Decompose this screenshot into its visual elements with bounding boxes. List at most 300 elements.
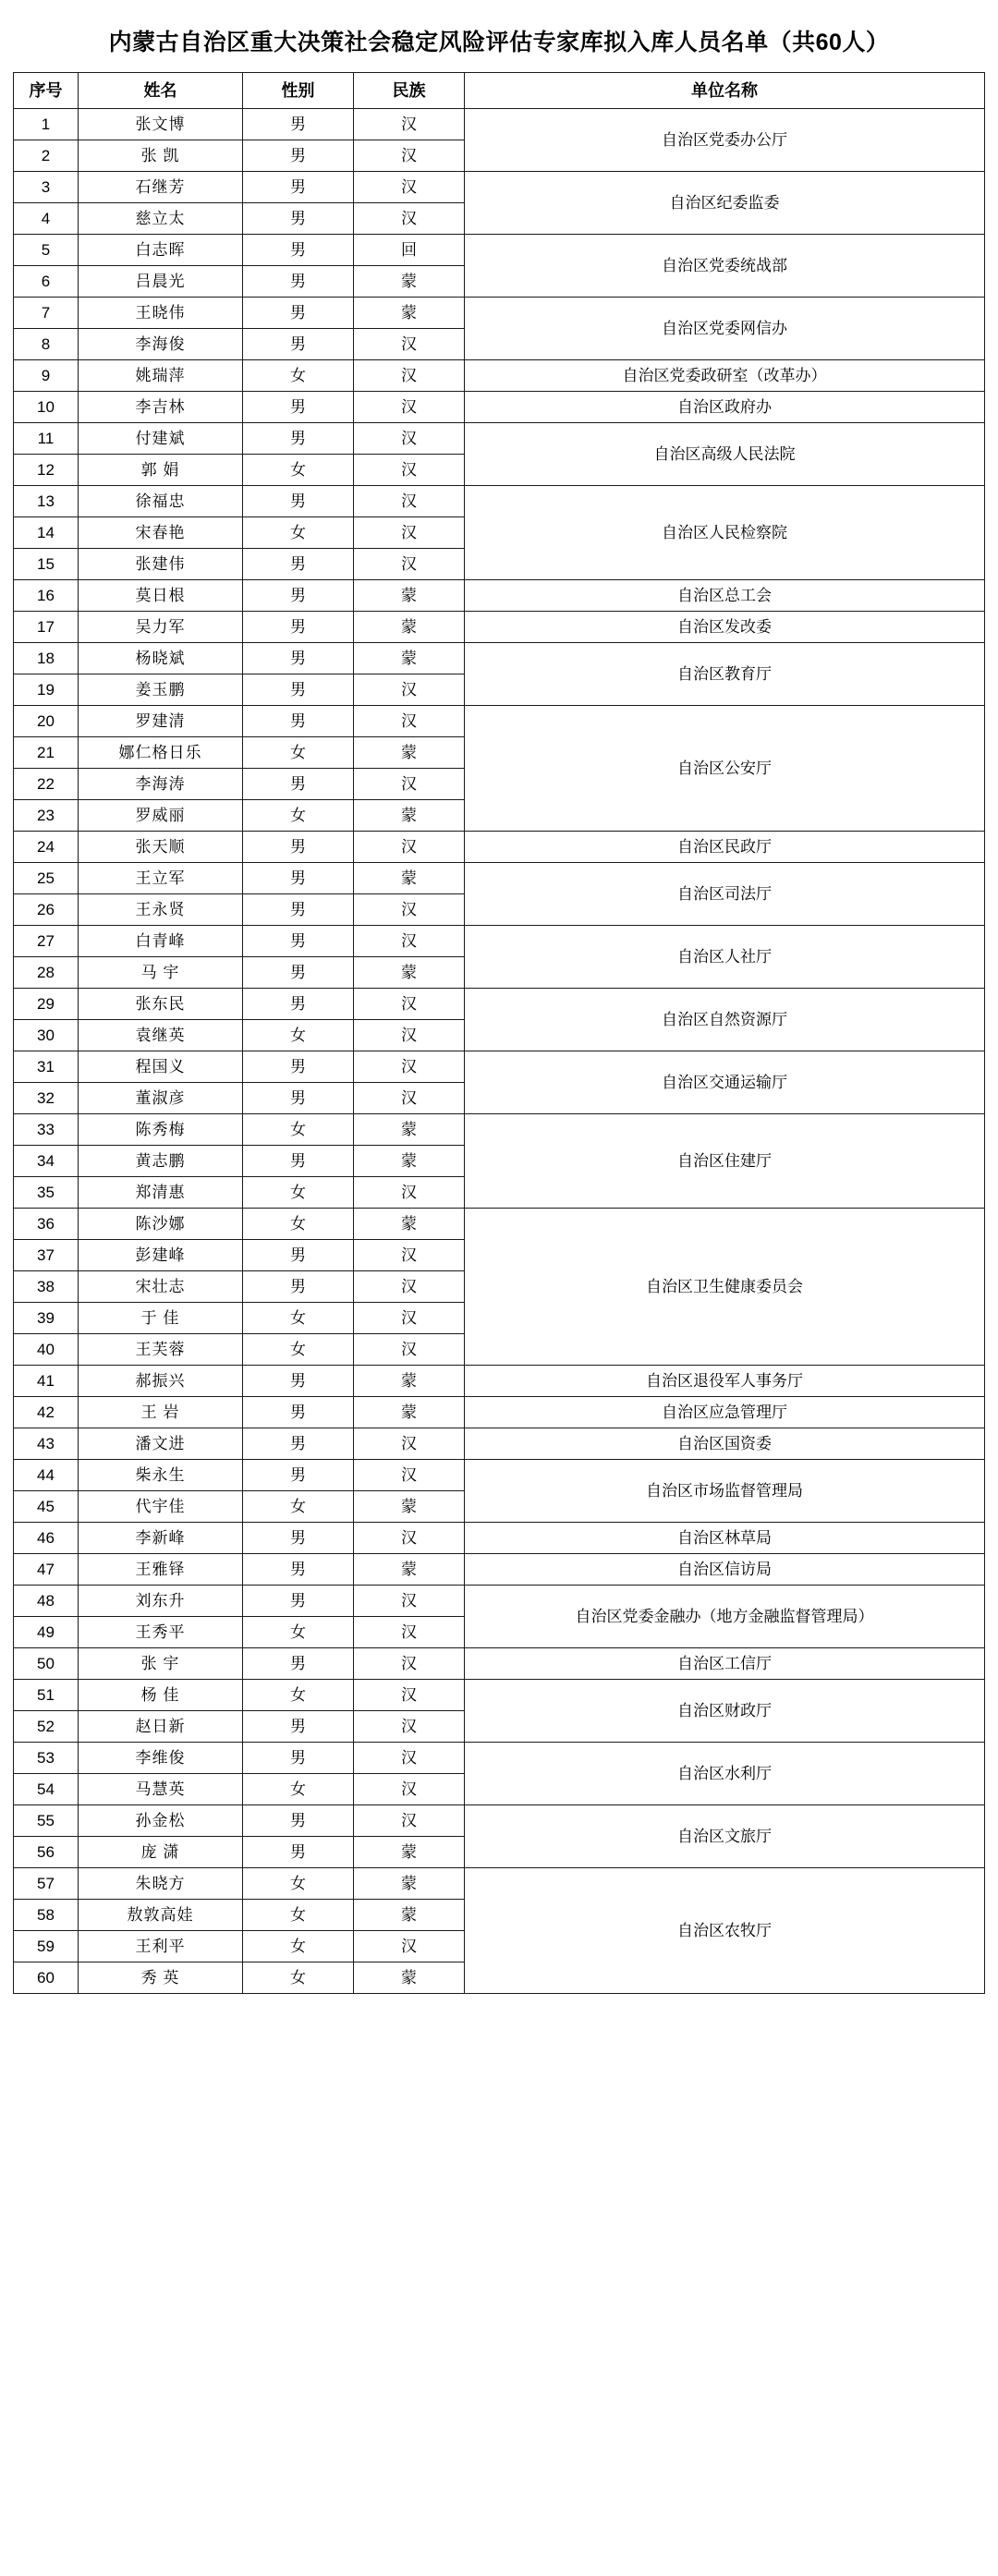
cell-name: 敖敦高娃 <box>79 1900 243 1931</box>
cell-sex: 男 <box>243 1554 354 1586</box>
cell-sex: 女 <box>243 1774 354 1805</box>
cell-index: 33 <box>14 1114 79 1146</box>
table-row <box>14 1805 985 1837</box>
cell-ethnicity: 蒙 <box>354 1397 465 1428</box>
cell-name: 王秀平 <box>79 1617 243 1648</box>
cell-name: 杨晓斌 <box>79 643 243 674</box>
cell-sex: 女 <box>243 1617 354 1648</box>
cell-sex: 男 <box>243 266 354 298</box>
cell-name: 张建伟 <box>79 549 243 580</box>
table-row <box>14 1743 985 1774</box>
table-row <box>14 392 985 423</box>
cell-name: 罗威丽 <box>79 800 243 832</box>
cell-ethnicity: 汉 <box>354 832 465 863</box>
cell-ethnicity: 汉 <box>354 423 465 455</box>
table-row <box>14 989 985 1020</box>
cell-ethnicity: 汉 <box>354 1303 465 1334</box>
cell-unit: 自治区民政厅 <box>465 832 985 863</box>
cell-unit: 自治区住建厅 <box>465 1114 985 1209</box>
cell-unit: 自治区发改委 <box>465 612 985 643</box>
cell-ethnicity: 蒙 <box>354 800 465 832</box>
cell-ethnicity: 汉 <box>354 989 465 1020</box>
cell-ethnicity: 汉 <box>354 1617 465 1648</box>
cell-ethnicity: 汉 <box>354 549 465 580</box>
cell-ethnicity: 蒙 <box>354 1837 465 1868</box>
cell-index: 27 <box>14 926 79 957</box>
cell-sex: 女 <box>243 1680 354 1711</box>
cell-index: 40 <box>14 1334 79 1366</box>
cell-unit: 自治区公安厅 <box>465 706 985 832</box>
cell-sex: 男 <box>243 1523 354 1554</box>
cell-unit: 自治区农牧厅 <box>465 1868 985 1994</box>
cell-unit: 自治区市场监督管理局 <box>465 1460 985 1523</box>
cell-unit: 自治区交通运输厅 <box>465 1051 985 1114</box>
cell-index: 52 <box>14 1711 79 1743</box>
table-row <box>14 172 985 203</box>
table-row <box>14 1868 985 1900</box>
cell-sex: 男 <box>243 1586 354 1617</box>
cell-sex: 男 <box>243 1240 354 1271</box>
cell-unit: 自治区应急管理厅 <box>465 1397 985 1428</box>
cell-index: 55 <box>14 1805 79 1837</box>
cell-ethnicity: 汉 <box>354 1177 465 1209</box>
cell-unit: 自治区政府办 <box>465 392 985 423</box>
cell-index: 60 <box>14 1962 79 1994</box>
cell-unit: 自治区国资委 <box>465 1428 985 1460</box>
cell-name: 王晓伟 <box>79 298 243 329</box>
cell-ethnicity: 汉 <box>354 517 465 549</box>
cell-ethnicity: 汉 <box>354 172 465 203</box>
cell-index: 15 <box>14 549 79 580</box>
cell-sex: 女 <box>243 1962 354 1994</box>
cell-name: 慈立太 <box>79 203 243 235</box>
cell-unit: 自治区司法厅 <box>465 863 985 926</box>
cell-index: 36 <box>14 1209 79 1240</box>
table-row <box>14 926 985 957</box>
cell-sex: 男 <box>243 1146 354 1177</box>
cell-index: 5 <box>14 235 79 266</box>
column-header-sex: 性别 <box>243 73 354 109</box>
cell-ethnicity: 汉 <box>354 360 465 392</box>
cell-ethnicity: 汉 <box>354 329 465 360</box>
table-row <box>14 109 985 140</box>
table-row <box>14 1051 985 1083</box>
cell-ethnicity: 汉 <box>354 1460 465 1491</box>
cell-index: 51 <box>14 1680 79 1711</box>
cell-sex: 女 <box>243 1020 354 1051</box>
table-row <box>14 1648 985 1680</box>
cell-sex: 男 <box>243 235 354 266</box>
table-row <box>14 1209 985 1240</box>
cell-unit: 自治区党委统战部 <box>465 235 985 298</box>
cell-unit: 自治区教育厅 <box>465 643 985 706</box>
cell-sex: 男 <box>243 1271 354 1303</box>
cell-unit: 自治区纪委监委 <box>465 172 985 235</box>
cell-name: 李新峰 <box>79 1523 243 1554</box>
cell-name: 姜玉鹏 <box>79 674 243 706</box>
cell-sex: 男 <box>243 1397 354 1428</box>
cell-ethnicity: 汉 <box>354 1083 465 1114</box>
cell-name: 赵日新 <box>79 1711 243 1743</box>
table-row <box>14 1428 985 1460</box>
cell-ethnicity: 汉 <box>354 926 465 957</box>
cell-sex: 女 <box>243 1868 354 1900</box>
cell-sex: 男 <box>243 832 354 863</box>
table-body <box>14 109 985 1994</box>
table-row <box>14 486 985 517</box>
cell-ethnicity: 汉 <box>354 1805 465 1837</box>
cell-name: 李维俊 <box>79 1743 243 1774</box>
cell-index: 50 <box>14 1648 79 1680</box>
cell-ethnicity: 汉 <box>354 1020 465 1051</box>
cell-sex: 男 <box>243 1083 354 1114</box>
cell-name: 马慧英 <box>79 1774 243 1805</box>
cell-name: 马 宇 <box>79 957 243 989</box>
cell-sex: 男 <box>243 706 354 737</box>
cell-unit: 自治区自然资源厅 <box>465 989 985 1051</box>
cell-ethnicity: 蒙 <box>354 1491 465 1523</box>
cell-ethnicity: 汉 <box>354 894 465 926</box>
cell-ethnicity: 汉 <box>354 1743 465 1774</box>
cell-ethnicity: 蒙 <box>354 1366 465 1397</box>
cell-name: 莫日根 <box>79 580 243 612</box>
cell-name: 孙金松 <box>79 1805 243 1837</box>
cell-index: 8 <box>14 329 79 360</box>
cell-name: 张 宇 <box>79 1648 243 1680</box>
cell-name: 袁继英 <box>79 1020 243 1051</box>
cell-unit: 自治区党委办公厅 <box>465 109 985 172</box>
cell-unit: 自治区水利厅 <box>465 1743 985 1805</box>
cell-ethnicity: 蒙 <box>354 1868 465 1900</box>
cell-sex: 男 <box>243 298 354 329</box>
cell-unit: 自治区高级人民法院 <box>465 423 985 486</box>
cell-sex: 男 <box>243 674 354 706</box>
cell-index: 38 <box>14 1271 79 1303</box>
cell-ethnicity: 蒙 <box>354 1114 465 1146</box>
table-row <box>14 360 985 392</box>
cell-name: 张东民 <box>79 989 243 1020</box>
cell-ethnicity: 汉 <box>354 392 465 423</box>
cell-index: 9 <box>14 360 79 392</box>
cell-ethnicity: 汉 <box>354 769 465 800</box>
table-row <box>14 832 985 863</box>
cell-index: 3 <box>14 172 79 203</box>
table-row <box>14 1114 985 1146</box>
cell-ethnicity: 汉 <box>354 1711 465 1743</box>
cell-name: 宋壮志 <box>79 1271 243 1303</box>
table-row <box>14 1460 985 1491</box>
cell-name: 白志晖 <box>79 235 243 266</box>
cell-sex: 男 <box>243 894 354 926</box>
cell-name: 罗建清 <box>79 706 243 737</box>
cell-unit: 自治区信访局 <box>465 1554 985 1586</box>
cell-ethnicity: 汉 <box>354 203 465 235</box>
cell-ethnicity: 蒙 <box>354 1209 465 1240</box>
cell-unit: 自治区党委网信办 <box>465 298 985 360</box>
cell-sex: 男 <box>243 1460 354 1491</box>
cell-index: 43 <box>14 1428 79 1460</box>
cell-index: 21 <box>14 737 79 769</box>
cell-index: 10 <box>14 392 79 423</box>
cell-name: 朱晓方 <box>79 1868 243 1900</box>
cell-index: 7 <box>14 298 79 329</box>
table-row <box>14 612 985 643</box>
cell-name: 陈秀梅 <box>79 1114 243 1146</box>
cell-ethnicity: 汉 <box>354 1334 465 1366</box>
cell-index: 4 <box>14 203 79 235</box>
column-header-unit: 单位名称 <box>465 73 985 109</box>
cell-unit: 自治区卫生健康委员会 <box>465 1209 985 1366</box>
cell-name: 张天顺 <box>79 832 243 863</box>
cell-name: 王永贤 <box>79 894 243 926</box>
cell-name: 程国义 <box>79 1051 243 1083</box>
cell-name: 王芙蓉 <box>79 1334 243 1366</box>
cell-sex: 女 <box>243 1209 354 1240</box>
table-row <box>14 1680 985 1711</box>
cell-ethnicity: 蒙 <box>354 863 465 894</box>
cell-index: 30 <box>14 1020 79 1051</box>
cell-sex: 女 <box>243 1303 354 1334</box>
cell-sex: 男 <box>243 643 354 674</box>
cell-index: 32 <box>14 1083 79 1114</box>
cell-name: 彭建峰 <box>79 1240 243 1271</box>
table-row <box>14 1397 985 1428</box>
cell-sex: 女 <box>243 1114 354 1146</box>
cell-name: 王雅铎 <box>79 1554 243 1586</box>
column-header-name: 姓名 <box>79 73 243 109</box>
cell-unit: 自治区文旅厅 <box>465 1805 985 1868</box>
cell-index: 39 <box>14 1303 79 1334</box>
cell-ethnicity: 蒙 <box>354 643 465 674</box>
cell-name: 庞 潇 <box>79 1837 243 1868</box>
cell-index: 20 <box>14 706 79 737</box>
cell-sex: 男 <box>243 863 354 894</box>
table-row <box>14 1554 985 1586</box>
cell-index: 26 <box>14 894 79 926</box>
cell-name: 宋春艳 <box>79 517 243 549</box>
cell-name: 刘东升 <box>79 1586 243 1617</box>
cell-ethnicity: 汉 <box>354 1240 465 1271</box>
cell-index: 1 <box>14 109 79 140</box>
cell-ethnicity: 汉 <box>354 109 465 140</box>
cell-sex: 女 <box>243 1177 354 1209</box>
cell-index: 11 <box>14 423 79 455</box>
cell-index: 37 <box>14 1240 79 1271</box>
cell-index: 23 <box>14 800 79 832</box>
cell-name: 王 岩 <box>79 1397 243 1428</box>
cell-ethnicity: 汉 <box>354 1523 465 1554</box>
cell-name: 张 凯 <box>79 140 243 172</box>
cell-index: 44 <box>14 1460 79 1491</box>
cell-index: 19 <box>14 674 79 706</box>
cell-name: 付建斌 <box>79 423 243 455</box>
cell-sex: 男 <box>243 203 354 235</box>
table-row <box>14 1523 985 1554</box>
cell-sex: 女 <box>243 1900 354 1931</box>
cell-ethnicity: 蒙 <box>354 612 465 643</box>
cell-sex: 女 <box>243 360 354 392</box>
cell-index: 46 <box>14 1523 79 1554</box>
cell-index: 47 <box>14 1554 79 1586</box>
cell-name: 郑清惠 <box>79 1177 243 1209</box>
cell-index: 56 <box>14 1837 79 1868</box>
cell-sex: 男 <box>243 423 354 455</box>
cell-name: 秀 英 <box>79 1962 243 1994</box>
cell-index: 2 <box>14 140 79 172</box>
cell-sex: 男 <box>243 392 354 423</box>
cell-ethnicity: 蒙 <box>354 737 465 769</box>
cell-index: 49 <box>14 1617 79 1648</box>
cell-ethnicity: 汉 <box>354 1931 465 1962</box>
cell-ethnicity: 蒙 <box>354 580 465 612</box>
cell-ethnicity: 蒙 <box>354 1554 465 1586</box>
cell-name: 吴力军 <box>79 612 243 643</box>
cell-ethnicity: 蒙 <box>354 298 465 329</box>
cell-index: 28 <box>14 957 79 989</box>
table-row <box>14 1586 985 1617</box>
cell-unit: 自治区党委金融办（地方金融监督管理局） <box>465 1586 985 1648</box>
cell-sex: 男 <box>243 329 354 360</box>
cell-name: 白青峰 <box>79 926 243 957</box>
page-title: 内蒙古自治区重大决策社会稳定风险评估专家库拟入库人员名单（共60人） <box>108 30 890 55</box>
cell-ethnicity: 蒙 <box>354 957 465 989</box>
cell-ethnicity: 汉 <box>354 674 465 706</box>
cell-index: 57 <box>14 1868 79 1900</box>
cell-index: 48 <box>14 1586 79 1617</box>
cell-name: 吕晨光 <box>79 266 243 298</box>
cell-name: 杨 佳 <box>79 1680 243 1711</box>
cell-unit: 自治区人民检察院 <box>465 486 985 580</box>
cell-index: 29 <box>14 989 79 1020</box>
cell-sex: 男 <box>243 1711 354 1743</box>
cell-index: 45 <box>14 1491 79 1523</box>
cell-sex: 男 <box>243 549 354 580</box>
cell-name: 李吉林 <box>79 392 243 423</box>
cell-ethnicity: 汉 <box>354 1648 465 1680</box>
cell-index: 16 <box>14 580 79 612</box>
cell-sex: 女 <box>243 737 354 769</box>
cell-ethnicity: 汉 <box>354 1271 465 1303</box>
cell-name: 潘文进 <box>79 1428 243 1460</box>
cell-name: 柴永生 <box>79 1460 243 1491</box>
table-row <box>14 1366 985 1397</box>
cell-name: 郭 娟 <box>79 455 243 486</box>
cell-sex: 男 <box>243 926 354 957</box>
table-row <box>14 643 985 674</box>
cell-unit: 自治区工信厅 <box>465 1648 985 1680</box>
table-header-row <box>14 73 985 109</box>
cell-sex: 男 <box>243 612 354 643</box>
cell-name: 王立军 <box>79 863 243 894</box>
table-row <box>14 863 985 894</box>
cell-name: 代宇佳 <box>79 1491 243 1523</box>
cell-name: 李海俊 <box>79 329 243 360</box>
cell-sex: 男 <box>243 989 354 1020</box>
table-row <box>14 298 985 329</box>
cell-name: 石继芳 <box>79 172 243 203</box>
cell-index: 24 <box>14 832 79 863</box>
cell-sex: 女 <box>243 1931 354 1962</box>
cell-index: 12 <box>14 455 79 486</box>
cell-ethnicity: 蒙 <box>354 266 465 298</box>
cell-index: 6 <box>14 266 79 298</box>
cell-index: 54 <box>14 1774 79 1805</box>
cell-name: 陈沙娜 <box>79 1209 243 1240</box>
cell-sex: 男 <box>243 140 354 172</box>
cell-index: 35 <box>14 1177 79 1209</box>
cell-unit: 自治区林草局 <box>465 1523 985 1554</box>
cell-name: 娜仁格日乐 <box>79 737 243 769</box>
cell-ethnicity: 汉 <box>354 1428 465 1460</box>
cell-sex: 男 <box>243 1051 354 1083</box>
cell-index: 34 <box>14 1146 79 1177</box>
cell-sex: 女 <box>243 800 354 832</box>
cell-sex: 男 <box>243 769 354 800</box>
cell-sex: 男 <box>243 1837 354 1868</box>
cell-sex: 男 <box>243 109 354 140</box>
cell-sex: 女 <box>243 455 354 486</box>
cell-ethnicity: 汉 <box>354 140 465 172</box>
cell-sex: 男 <box>243 172 354 203</box>
cell-ethnicity: 蒙 <box>354 1146 465 1177</box>
column-header-ethnicity: 民族 <box>354 73 465 109</box>
cell-index: 18 <box>14 643 79 674</box>
cell-name: 徐福忠 <box>79 486 243 517</box>
cell-ethnicity: 蒙 <box>354 1900 465 1931</box>
cell-unit: 自治区财政厅 <box>465 1680 985 1743</box>
cell-name: 李海涛 <box>79 769 243 800</box>
cell-sex: 男 <box>243 1366 354 1397</box>
cell-ethnicity: 汉 <box>354 1680 465 1711</box>
cell-name: 姚瑞萍 <box>79 360 243 392</box>
cell-name: 郝振兴 <box>79 1366 243 1397</box>
cell-ethnicity: 回 <box>354 235 465 266</box>
cell-sex: 男 <box>243 1805 354 1837</box>
cell-index: 22 <box>14 769 79 800</box>
cell-name: 黄志鹏 <box>79 1146 243 1177</box>
cell-unit: 自治区退役军人事务厅 <box>465 1366 985 1397</box>
table-row <box>14 235 985 266</box>
cell-index: 14 <box>14 517 79 549</box>
cell-name: 张文博 <box>79 109 243 140</box>
cell-sex: 男 <box>243 1743 354 1774</box>
cell-ethnicity: 汉 <box>354 706 465 737</box>
cell-index: 31 <box>14 1051 79 1083</box>
cell-index: 41 <box>14 1366 79 1397</box>
cell-index: 53 <box>14 1743 79 1774</box>
cell-sex: 女 <box>243 1334 354 1366</box>
cell-index: 25 <box>14 863 79 894</box>
cell-sex: 男 <box>243 486 354 517</box>
table-row <box>14 580 985 612</box>
cell-ethnicity: 汉 <box>354 1051 465 1083</box>
cell-index: 59 <box>14 1931 79 1962</box>
table-row <box>14 423 985 455</box>
cell-name: 董淑彦 <box>79 1083 243 1114</box>
cell-unit: 自治区总工会 <box>465 580 985 612</box>
cell-name: 于 佳 <box>79 1303 243 1334</box>
cell-sex: 女 <box>243 1491 354 1523</box>
cell-ethnicity: 汉 <box>354 1586 465 1617</box>
cell-unit: 自治区人社厅 <box>465 926 985 989</box>
cell-index: 17 <box>14 612 79 643</box>
cell-sex: 男 <box>243 1428 354 1460</box>
cell-ethnicity: 蒙 <box>354 1962 465 1994</box>
cell-index: 13 <box>14 486 79 517</box>
cell-sex: 女 <box>243 517 354 549</box>
cell-index: 58 <box>14 1900 79 1931</box>
cell-unit: 自治区党委政研室（改革办） <box>465 360 985 392</box>
